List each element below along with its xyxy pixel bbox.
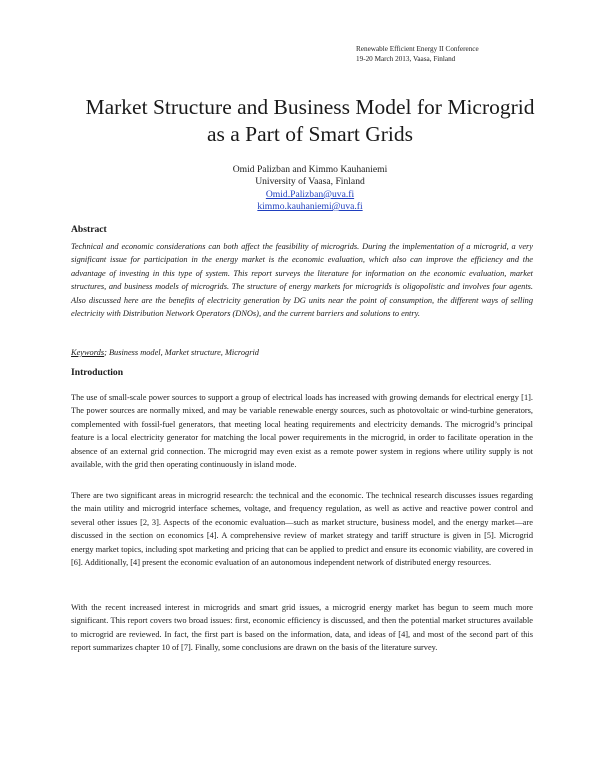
paper-title [40,94,580,148]
intro-paragraph-3: With the recent increased interest in microgrids and smart grid issues, a microgrid energy market has begun to seem much more significant. This report covers two broad issues: first, economic efficiency is discussed, and then the potential market structures available to microgrid are reviewed. In fact, the first part is based on the information, data, and ideas of [4], and most of the second part of this report summarizes chapter 10 of [7]. Finally, some conclusions are drawn on the basis of the literature survey. [71,603,533,653]
abstract-heading: Abstract [71,224,107,235]
author-affiliation: University of Vaasa, Finland [255,176,365,188]
keywords-list: ; Business model, Market structure, Microgrid [104,348,259,357]
conference-name: Renewable Efficient Energy II Conference [356,45,479,53]
title-line-2: as a Part of Smart Grids [206,122,413,146]
introduction-heading: Introduction [71,367,124,378]
intro-paragraph-2: There are two significant areas in microgrid research: the technical and the economic. The technical research discusses issues regarding the main utility and microgrid interface schemes, voltage, and frequency regulation, as well as active and reactive power control and several other issues [2, 3]. Aspects of the economic evaluation—such as market structure, business model, and the energy market—are discussed in the section on economics [4]. A comprehensive review of market strategy and tariff structure is given in [5]. Microgrid energy market topics, including spot marketing and pricing that can be applied to predict and ensure its economic viability, are covered in [6]. Additionally, [4] present the economic evaluation of an autonomous independent network of distributed energy resources. [71,491,533,568]
keywords-label: Keywords [71,348,105,357]
author-email-2[interactable]: kimmo.kauhaniemi@uva.fi [257,200,363,212]
keywords-line [71,346,533,359]
conference-header [356,44,479,64]
author-block [40,164,580,213]
author-email-1[interactable]: Omid.Palizban@uva.fi [265,188,355,200]
author-names: Omid Palizban and Kimmo Kauhaniemi [232,164,388,175]
conference-date: 19-20 March 2013, Vaasa, Finland [356,55,456,63]
title-line-1: Market Structure and Business Model for Microgrid [85,95,535,119]
abstract-text: Technical and economic considerations can both affect the feasibility of microgrids. During the implementation of a microgrid, a very significant issue for participation in the energy market is the economic evaluation, which also can improve the efficiency and the advantage of investing in this type of system. This report surveys the literature for information on the economic evaluation, market structures, and business models of microgrids. The structure of energy markets for microgrids is oligopolistic and involves four agents. Also discussed here are the benefits of electricity generation by DG units near the point of consumption, the different ways of selling electricity with Distribution Network Operators (DNOs), and the current barriers and solutions to entry. [71,242,533,319]
intro-paragraph-1: The use of small-scale power sources to support a group of electrical loads has increased with growing demands for electrical energy [1]. The power sources are normally mixed, and may be variable renewable energy sources, such as photovoltaic or wind-turbine generators, complemented with fossil-fuel generators, that meeting local heating requirements and electricity demands. The microgrid’s principal feature is a local electricity generator for matching the local power requirements in the microgrid, in order to facilitate operation in the absence of an external grid connection. The microgrid may even exist as a remote power system in regions where utility supply is not available, with the grid then operating continuously in island mode. [71,393,533,470]
